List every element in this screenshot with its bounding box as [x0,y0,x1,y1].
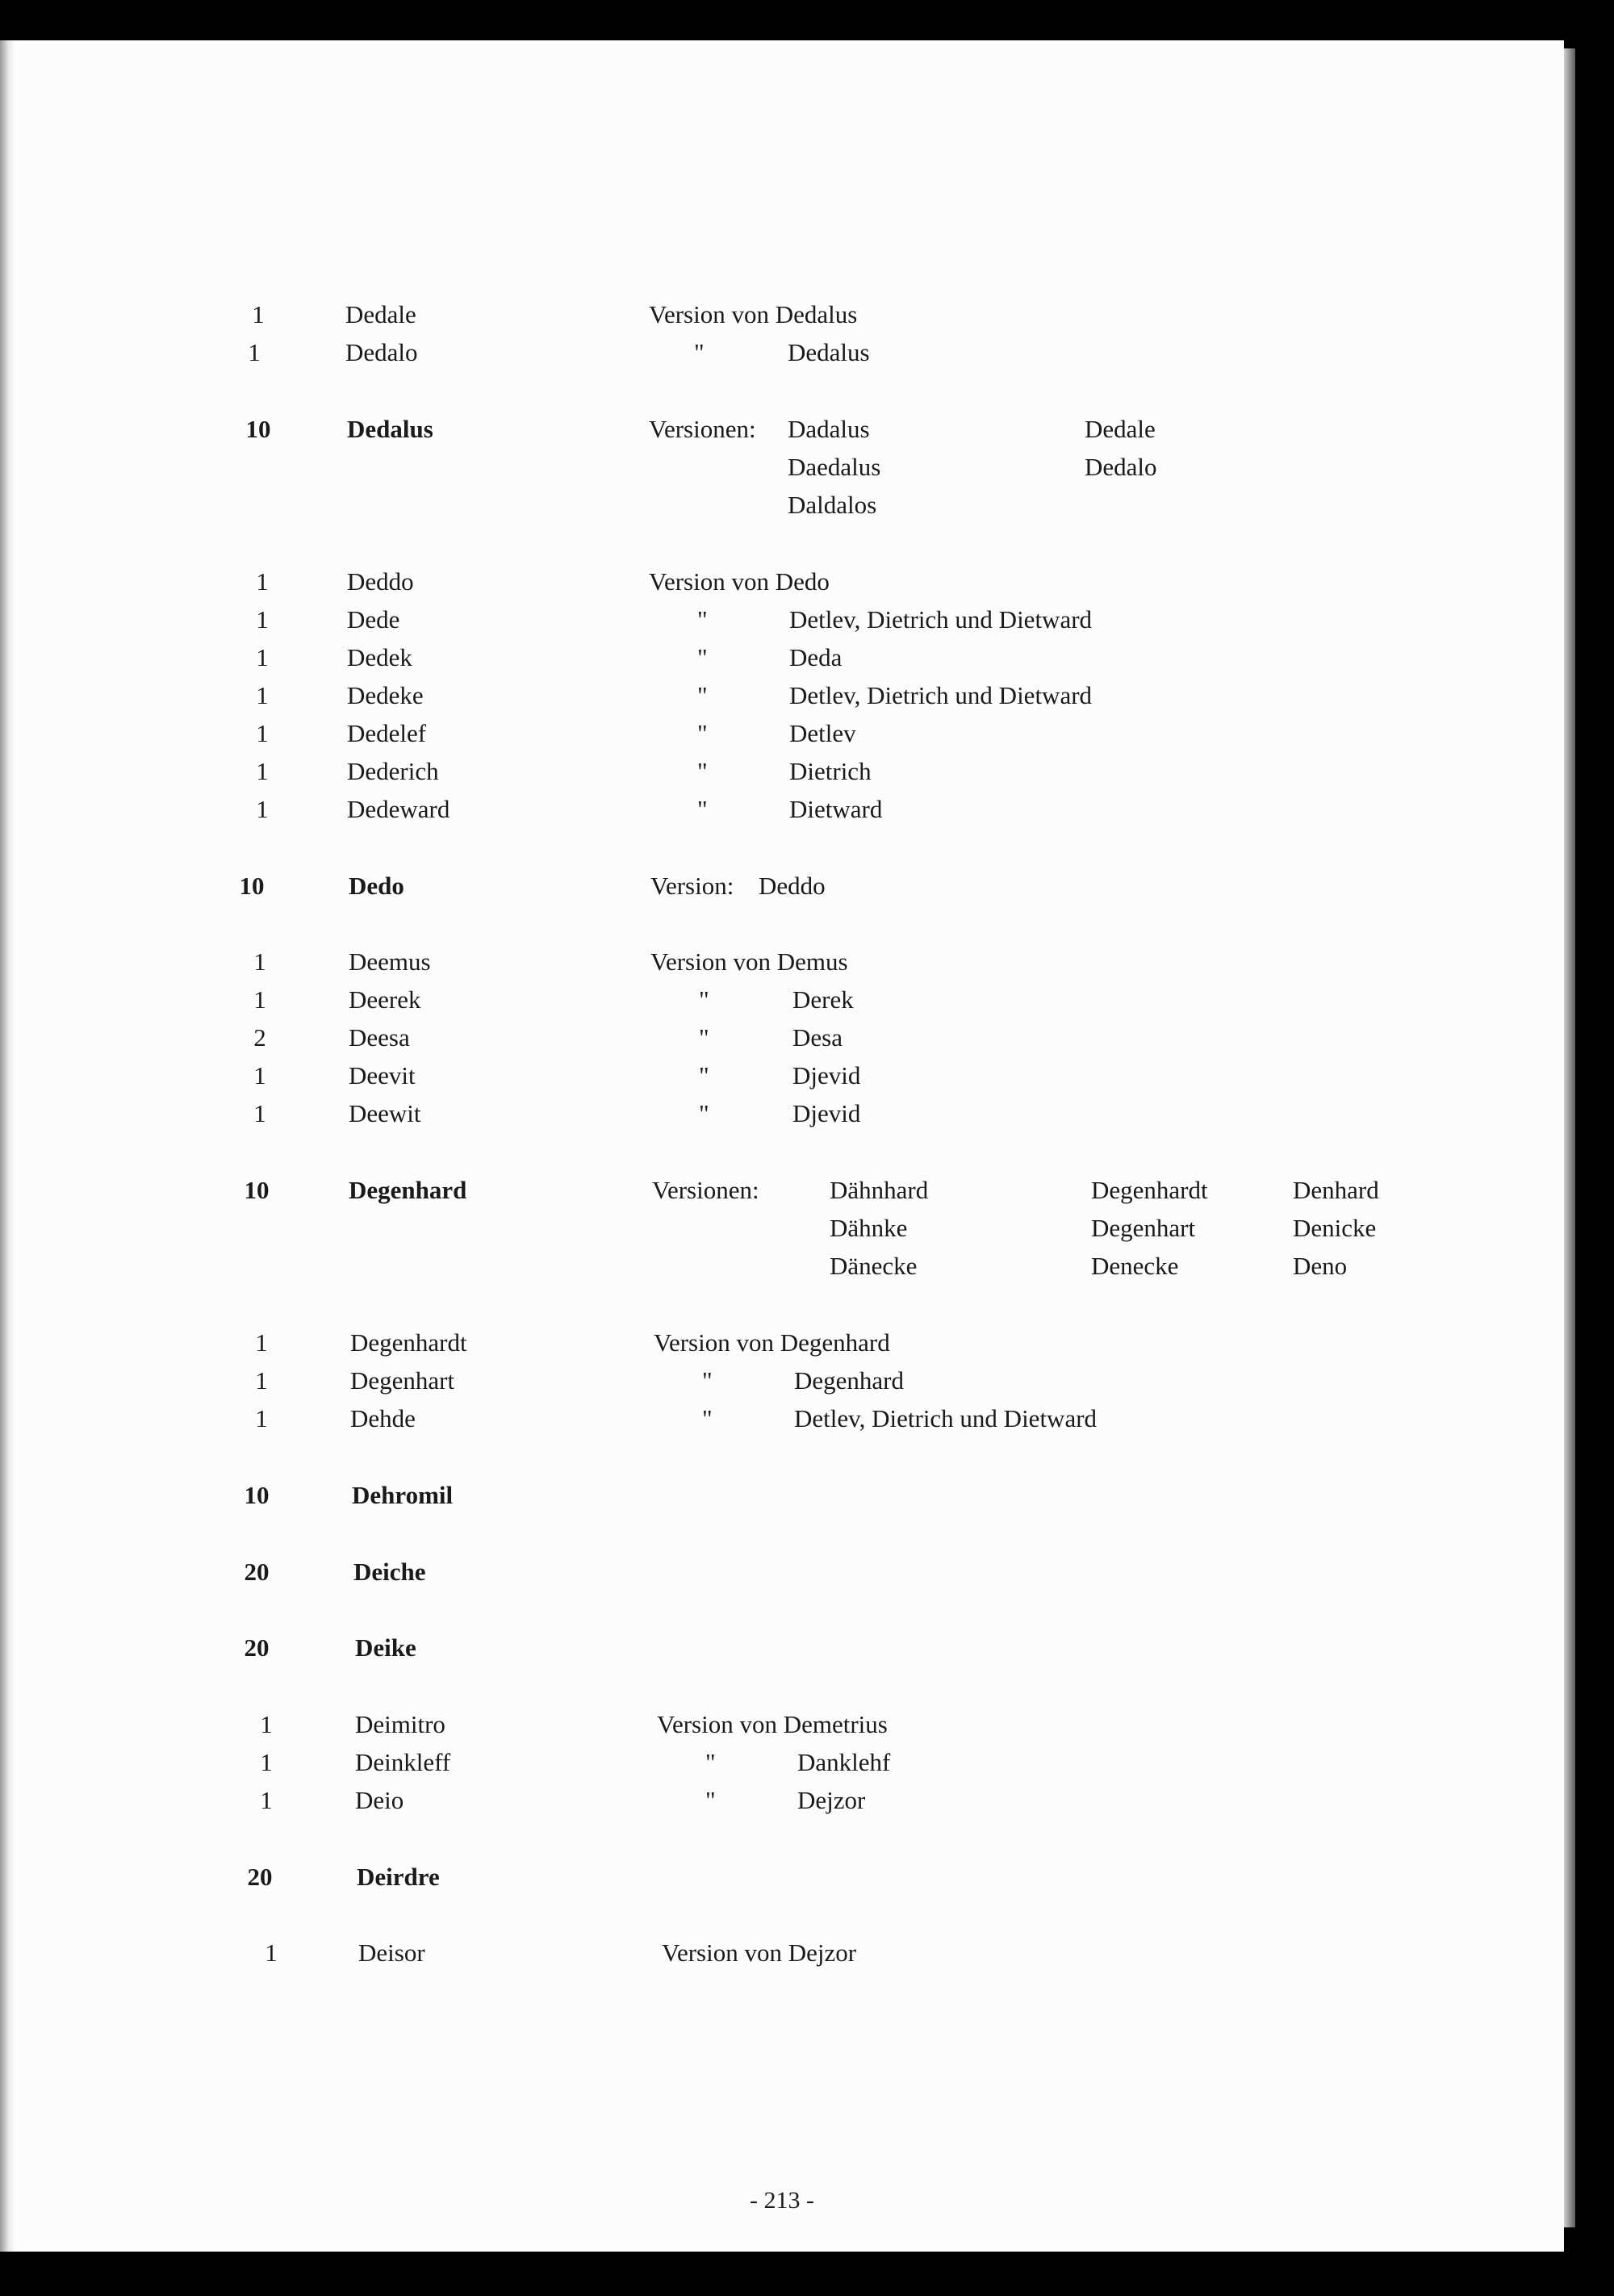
entry-version-name: Detlev [789,719,856,747]
entry-version-label: " [699,985,709,1014]
entry-version-name-2: Denecke [1091,1252,1179,1280]
entry-count: 1 [255,1366,268,1395]
page-number: - 213 - [750,2187,814,2214]
entry-count: 1 [256,605,269,634]
entry-name: Dehde [350,1404,416,1432]
entry-row [0,1324,1533,1361]
entry-count: 1 [260,1786,273,1814]
entry-version-name-3: Deno [1293,1252,1348,1280]
entry-row [0,943,1533,981]
entry-name: Degenhard [349,1176,467,1204]
page-edge-shadow [1564,48,1575,2227]
entry-name: Deesa [349,1023,410,1052]
entry-version-name: Detlev, Dietrich und Dietward [789,681,1093,709]
entry-version-label: " [702,1404,713,1432]
entry-version-name: Dähnhard [830,1176,929,1204]
entry-name: Deewit [349,1099,421,1127]
entry-row [0,1172,1533,1209]
page-binding-shadow [0,40,15,2252]
entry-version-label: Version von Dejzor [662,1938,857,1967]
entry-version-name: Deddo [759,872,826,900]
entry-count: 20 [244,1633,270,1662]
entry-row [0,411,1533,448]
entry-version-name: Degenhard [794,1366,904,1395]
entry-version-label: Versionen: [649,415,756,443]
entry-row [0,487,1533,524]
entry-version-name-2: Degenhart [1091,1214,1196,1242]
entry-row [0,1019,1533,1056]
entry-version-name-3: Denicke [1293,1214,1377,1242]
entry-row [0,1629,1533,1667]
entry-version-name-2: Degenhardt [1091,1176,1208,1204]
entry-name: Dedale [345,300,416,328]
entry-version-name: Daldalos [788,491,877,519]
entry-name: Dedalus [347,415,433,443]
entry-name: Dedo [349,872,404,900]
entry-version-name: Detlev, Dietrich und Dietward [789,605,1093,634]
entry-name: Degenhart [350,1366,455,1395]
entry-version-label: " [697,719,708,747]
entry-count: 1 [248,338,261,366]
entry-version-label: Version von Degenhard [654,1328,890,1357]
entry-row [0,1095,1533,1132]
entry-row [0,639,1533,676]
entry-count: 10 [245,415,271,443]
entry-name: Deerek [349,985,421,1014]
entry-name: Deio [355,1786,404,1814]
entry-count: 1 [253,1061,266,1089]
entry-row [0,753,1533,790]
entry-count: 1 [256,795,269,823]
entry-version-label: Version: [650,872,734,900]
entry-name: Dedek [347,643,412,671]
entry-row [0,981,1533,1018]
entry-version-label: Version von Dedalus [649,300,858,328]
entry-version-label: " [697,757,708,785]
entry-name: Dede [347,605,400,634]
entry-count: 1 [256,719,269,747]
entry-count: 1 [260,1710,273,1738]
entry-version-name: Danklehf [797,1748,891,1776]
entry-version-name: Desa [792,1023,843,1052]
entry-name: Dedeke [347,681,424,709]
entry-row [0,791,1533,828]
entry-version-name: Djevid [792,1061,861,1089]
entry-count: 2 [253,1023,266,1052]
entry-count: 1 [256,681,269,709]
entry-row [0,1782,1533,1819]
entry-version-label: Version von Demetrius [657,1710,888,1738]
entry-version-name: Deda [789,643,843,671]
entry-count: 1 [256,643,269,671]
entry-name: Deirdre [357,1863,440,1891]
entry-row [0,334,1533,371]
entry-version-name: Detlev, Dietrich und Dietward [794,1404,1098,1432]
entry-version-name: Dietward [789,795,883,823]
entry-version-name: Dietrich [789,757,872,785]
entry-version-label: " [697,643,708,671]
entry-row [0,1477,1533,1514]
entry-version-label: Versionen: [652,1176,759,1204]
entry-count: 20 [247,1863,273,1891]
entry-row [0,1210,1533,1247]
entry-name: Degenhardt [350,1328,467,1357]
entry-name: Deemus [349,947,431,976]
entry-count: 1 [253,947,266,976]
entry-version-name: Dedalus [788,338,870,366]
entry-count: 10 [244,1176,270,1204]
entry-name: Deimitro [355,1710,445,1738]
entry-name: Deddo [347,567,414,596]
entry-version-label: " [697,795,708,823]
entry-row [0,601,1533,638]
entry-name: Deinkleff [355,1748,451,1776]
entry-name: Deevit [349,1061,416,1089]
entry-version-label: " [705,1748,716,1776]
entry-row [0,449,1533,486]
entry-count: 10 [244,1481,270,1509]
entry-version-label: " [697,605,708,634]
entry-row [0,296,1533,333]
entry-row [0,868,1533,905]
entry-version-name: Derek [792,985,854,1014]
entry-name: Deisor [358,1938,425,1967]
entry-version-label: " [699,1061,709,1089]
entry-version-label: " [699,1023,709,1052]
entry-version-name-2: Dedalo [1085,453,1157,481]
entry-count: 1 [252,300,265,328]
entry-row [0,677,1533,714]
entry-row [0,1248,1533,1285]
entry-count: 1 [253,1099,266,1127]
entry-name: Dedeward [347,795,450,823]
entry-row [0,1554,1533,1591]
entry-version-name-2: Dedale [1085,415,1156,443]
entry-count: 1 [255,1328,268,1357]
entry-version-name-3: Denhard [1293,1176,1379,1204]
entry-row [0,1859,1533,1896]
entry-version-name: Dejzor [797,1786,866,1814]
entry-count: 1 [256,567,269,596]
entry-version-label: " [699,1099,709,1127]
entry-name: Dedelef [347,719,427,747]
entry-count: 1 [255,1404,268,1432]
entry-row [0,1400,1533,1437]
entry-name: Dederich [347,757,439,785]
entry-version-name: Dadalus [788,415,870,443]
entry-name: Deiche [353,1558,426,1586]
entry-row [0,715,1533,752]
entry-count: 20 [244,1558,270,1586]
entry-version-name: Daedalus [788,453,881,481]
entry-count: 1 [253,985,266,1014]
entry-name: Dedalo [345,338,418,366]
entry-row [0,1362,1533,1399]
entry-version-label: Version von Demus [650,947,848,976]
entry-version-label: " [694,338,705,366]
entry-count: 1 [265,1938,278,1967]
entry-version-label: " [697,681,708,709]
entry-row [0,1706,1533,1743]
entry-count: 10 [239,872,265,900]
entry-row [0,563,1533,600]
entry-row [0,1744,1533,1781]
entry-name: Dehromil [352,1481,454,1509]
entry-version-label: " [702,1366,713,1395]
entry-version-name: Dänecke [830,1252,918,1280]
book-page [0,40,1564,2252]
entry-row [0,1057,1533,1094]
entry-version-name: Djevid [792,1099,861,1127]
entry-row [0,1934,1533,1972]
entry-count: 1 [260,1748,273,1776]
entry-version-name: Dähnke [830,1214,908,1242]
entry-count: 1 [256,757,269,785]
entry-version-label: Version von Dedo [649,567,830,596]
entry-version-label: " [705,1786,716,1814]
entry-name: Deike [355,1633,416,1662]
